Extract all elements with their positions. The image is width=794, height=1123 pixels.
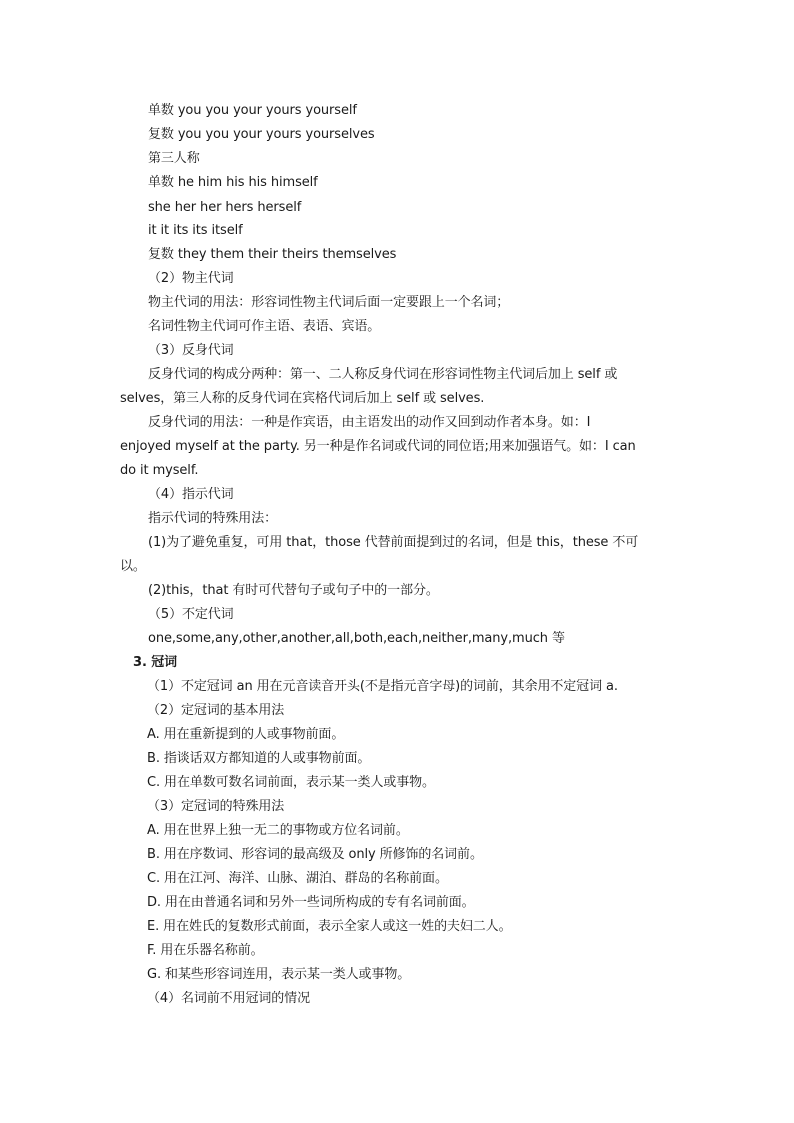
text-line-singular-third-person-he: 单数 he him his his himself [148, 175, 318, 190]
text-line-reflexive-formation: 反身代词的构成分两种：第一、二人称反身代词在形容词性物主代词后加上 self 或 [148, 367, 618, 382]
section-heading-demonstrative-pronouns: （4）指示代词 [148, 487, 234, 502]
section-heading-possessive-pronouns: （2）物主代词 [148, 271, 234, 286]
section-heading-articles: 3. 冠词 [133, 655, 178, 670]
text-line-she: she her her hers herself [148, 200, 302, 215]
list-item-definite-special-a: A. 用在世界上独一无二的事物或方位名词前。 [147, 823, 409, 838]
list-item-definite-special-c: C. 用在江河、海洋、山脉、湖泊、群岛的名称前面。 [147, 871, 448, 886]
text-line-demonstrative-special: 指示代词的特殊用法： [148, 511, 278, 526]
text-line-plural-third-person: 复数 they them their theirs themselves [148, 247, 397, 262]
text-line-indefinite-list: one,some,any,other,another,all,both,each,neither,many,much 等 [148, 631, 565, 646]
text-line-it: it it its its itself [148, 223, 243, 238]
text-line-singular-second-person: 单数 you you your yours yourself [148, 103, 357, 118]
text-line-reflexive-usage-cont: enjoyed myself at the party. 另一种是作名词或代词的同位语;用来加强语气。如：I can [120, 439, 636, 454]
text-line-demonstrative-rule-2: (2)this，that 有时可代替句子或句子中的一部分。 [148, 583, 439, 598]
list-item-definite-special-f: F. 用在乐器名称前。 [147, 943, 264, 958]
text-line-indefinite-article: （1）不定冠词 an 用在元音读音开头(不是指元音字母)的词前，其余用不定冠词 a. [147, 679, 618, 694]
section-heading-indefinite-pronouns: （5）不定代词 [148, 607, 234, 622]
text-line-possessive-usage: 物主代词的用法：形容词性物主代词后面一定要跟上一个名词； [148, 295, 510, 310]
text-line-demonstrative-rule-1: (1)为了避免重复，可用 that，those 代替前面提到过的名词，但是 this，these 不可 [148, 535, 639, 550]
text-line-reflexive-formation-cont: selves，第三人称的反身代词在宾格代词后加上 self 或 selves. [120, 391, 485, 406]
section-heading-reflexive-pronouns: （3）反身代词 [148, 343, 234, 358]
text-line-demonstrative-rule-1-cont: 以。 [120, 559, 146, 574]
text-line-nominal-possessive: 名词性物主代词可作主语、表语、宾语。 [148, 319, 381, 334]
list-item-definite-special-d: D. 用在由普通名词和另外一些词所构成的专有名词前面。 [147, 895, 475, 910]
text-line-reflexive-usage: 反身代词的用法：一种是作宾语，由主语发出的动作又回到动作者本身。如：I [148, 415, 591, 430]
list-item-definite-basic-b: B. 指谈话双方都知道的人或事物前面。 [147, 751, 371, 766]
text-line-third-person-heading: 第三人称 [148, 151, 200, 166]
list-item-definite-special-b: B. 用在序数词、形容词的最高级及 only 所修饰的名词前。 [147, 847, 483, 862]
list-item-definite-basic-c: C. 用在单数可数名词前面，表示某一类人或事物。 [147, 775, 435, 790]
section-heading-no-article: （4）名词前不用冠词的情况 [147, 991, 310, 1006]
list-item-definite-basic-a: A. 用在重新提到的人或事物前面。 [147, 727, 345, 742]
list-item-definite-special-g: G. 和某些形容词连用，表示某一类人或事物。 [147, 967, 411, 982]
text-line-reflexive-example: do it myself. [120, 463, 199, 478]
text-line-plural-second-person: 复数 you you your yours yourselves [148, 127, 375, 142]
section-heading-definite-special: （3）定冠词的特殊用法 [147, 799, 285, 814]
section-heading-definite-basic: （2）定冠词的基本用法 [147, 703, 285, 718]
list-item-definite-special-e: E. 用在姓氏的复数形式前面，表示全家人或这一姓的夫妇二人。 [147, 919, 512, 934]
